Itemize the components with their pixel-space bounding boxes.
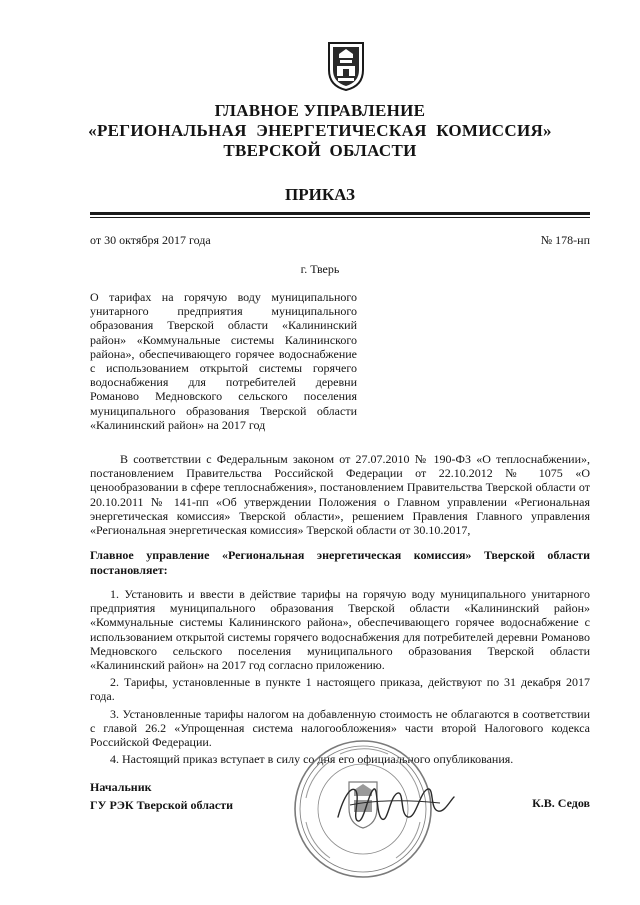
document-city: г. Тверь <box>300 262 340 276</box>
preamble <box>90 452 590 537</box>
preamble-text: В соответствии с Федеральным законом от 27.07.2010 № 190-ФЗ «О теплоснабжении», постановлением Правительства Российской Федерации от 22.10.2012 № 1075 «О ценообразовании в сфере теплоснабжения», постановлением Правительства Тверской области от 20.10.2011 № 141-пп «Об утверждении Положения о Главном управлении «Региональная энергетическая комиссия» Тверской области», решением Правления Главного управления «Региональная энергетическая комиссия» Тверской области от 30.10.2017, <box>90 452 590 538</box>
header-line-1: ГЛАВНОЕ УПРАВЛЕНИЕ <box>214 101 426 120</box>
signatory-name: К.В. Седов <box>532 796 590 810</box>
order-item: 4. Настоящий приказ вступает в силу со дня его официального опубликования. <box>110 752 514 767</box>
signatory-position <box>90 778 233 814</box>
header-line-3: ТВЕРСКОЙ ОБЛАСТИ <box>223 141 417 160</box>
handwritten-signature <box>330 775 460 835</box>
document-date: от 30 октября 2017 года <box>90 233 211 247</box>
document-type: ПРИКАЗ <box>285 185 355 204</box>
header-rule-thick <box>90 212 590 215</box>
document-number: № 178-нп <box>540 233 590 247</box>
signatory-position-line-2: ГУ РЭК Тверской области <box>90 798 234 812</box>
decides-clause: Главное управление «Региональная энергетическая комиссия» Тверской области постановляет: <box>90 548 590 577</box>
order-item: 1. Установить и ввести в действие тарифы на горячую воду муниципального унитарного предприятия муниципального образования Тверской области «Калининский район» «Коммунальные системы Калининского района», обеспечивающего горячее водоснабжение с использованием открытой системы горячего водоснабжения для потребителей деревни Романово Медновского сельского поселения муниципального образования Тверской области «Калининский район» на 2017 год согласно приложению. <box>90 587 590 673</box>
header-line-2: «РЕГИОНАЛЬНАЯ ЭНЕРГЕТИЧЕСКАЯ КОМИССИЯ» <box>88 121 552 140</box>
signatory-position-line-1: Начальник <box>90 780 152 794</box>
header-rule-thin <box>90 217 590 218</box>
order-item: 3. Установленные тарифы налогом на добавленную стоимость не облагаются в соответствии с главой 26.2 «Упрощенная система налогообложения» части второй Налогового кодекса Российской Федерации. <box>90 706 590 750</box>
order-item: 2. Тарифы, установленные в пункте 1 настоящего приказа, действуют по 31 декабря 2017 года. <box>90 675 590 704</box>
coat-of-arms-emblem <box>326 40 366 92</box>
document-title: О тарифах на горячую воду муниципального унитарного предприятия муниципального образования Тверской области «Калининский район» «Коммунальные системы Калининского района», обеспечивающего горячее водоснабжение с использованием открытой системы горячего водоснабжения для потребителей деревни Романово Медновского сельского поселения муниципального образования Тверской области «Калининский район» на 2017 год <box>90 290 357 432</box>
